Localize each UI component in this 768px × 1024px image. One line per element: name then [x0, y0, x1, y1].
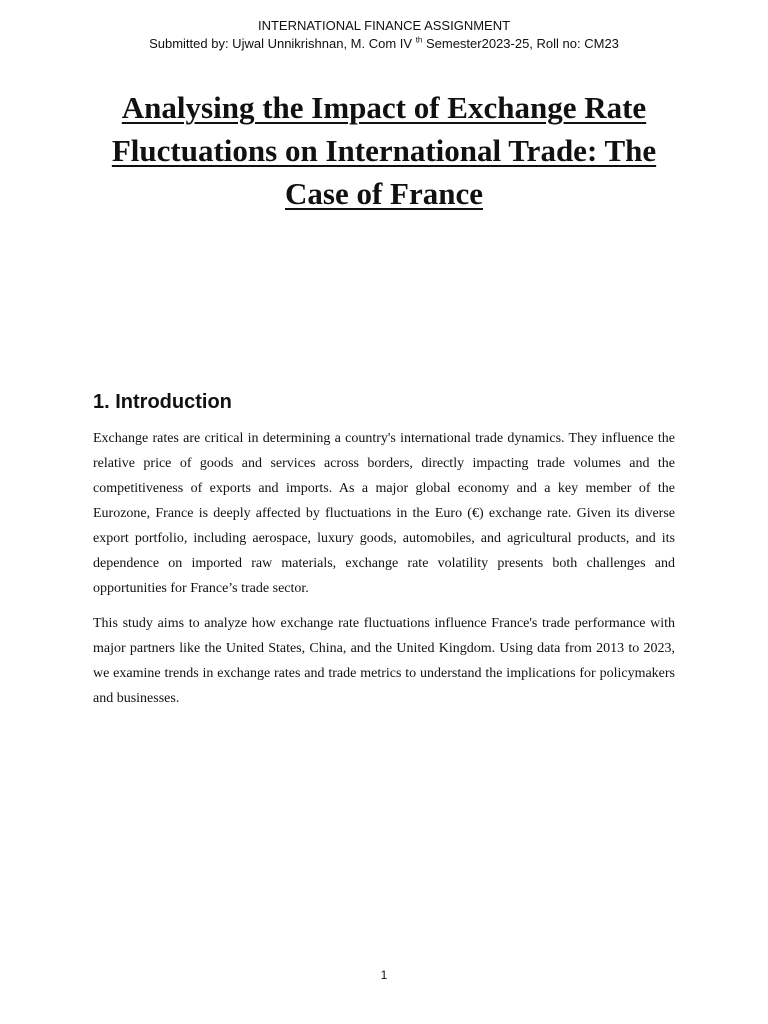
ordinal-superscript: th: [415, 35, 423, 45]
section-heading: 1. Introduction: [93, 391, 232, 413]
intro-paragraph-2: This study aims to analyze how exchange rate fluctuations influence France's trade performance with major partners like the United States, China, and the United Kingdom. Using data from 2013 to 2023, we examine trends in exchange rates and trade metrics to understand the implications for policymakers and businesses.: [93, 616, 675, 706]
page-number: 1: [380, 968, 388, 982]
submission-info: [0, 35, 768, 53]
submission-info-suffix: Semester2023-25, Roll no: CM23: [422, 36, 619, 51]
submission-info-prefix: Submitted by: Ujwal Unnikrishnan, M. Com IV: [149, 36, 416, 51]
document-title: Analysing the Impact of Exchange Rate Fluctuations on International Trade: The Case of France: [111, 90, 657, 211]
assignment-title: INTERNATIONAL FINANCE ASSIGNMENT: [257, 18, 511, 33]
page-header: [0, 17, 768, 53]
intro-paragraph-1: Exchange rates are critical in determining a country's international trade dynamics. They influence the relative price of goods and services across borders, directly impacting trade volumes and the competitiveness of exports and imports. As a major global economy and a key member of the Eurozone, France is deeply affected by fluctuations in the Euro (€) exchange rate. Given its diverse export portfolio, including aerospace, luxury goods, automobiles, and agricultural products, and its dependence on imported raw materials, exchange rate volatility presents both challenges and opportunities for France’s trade sector.: [93, 431, 675, 596]
